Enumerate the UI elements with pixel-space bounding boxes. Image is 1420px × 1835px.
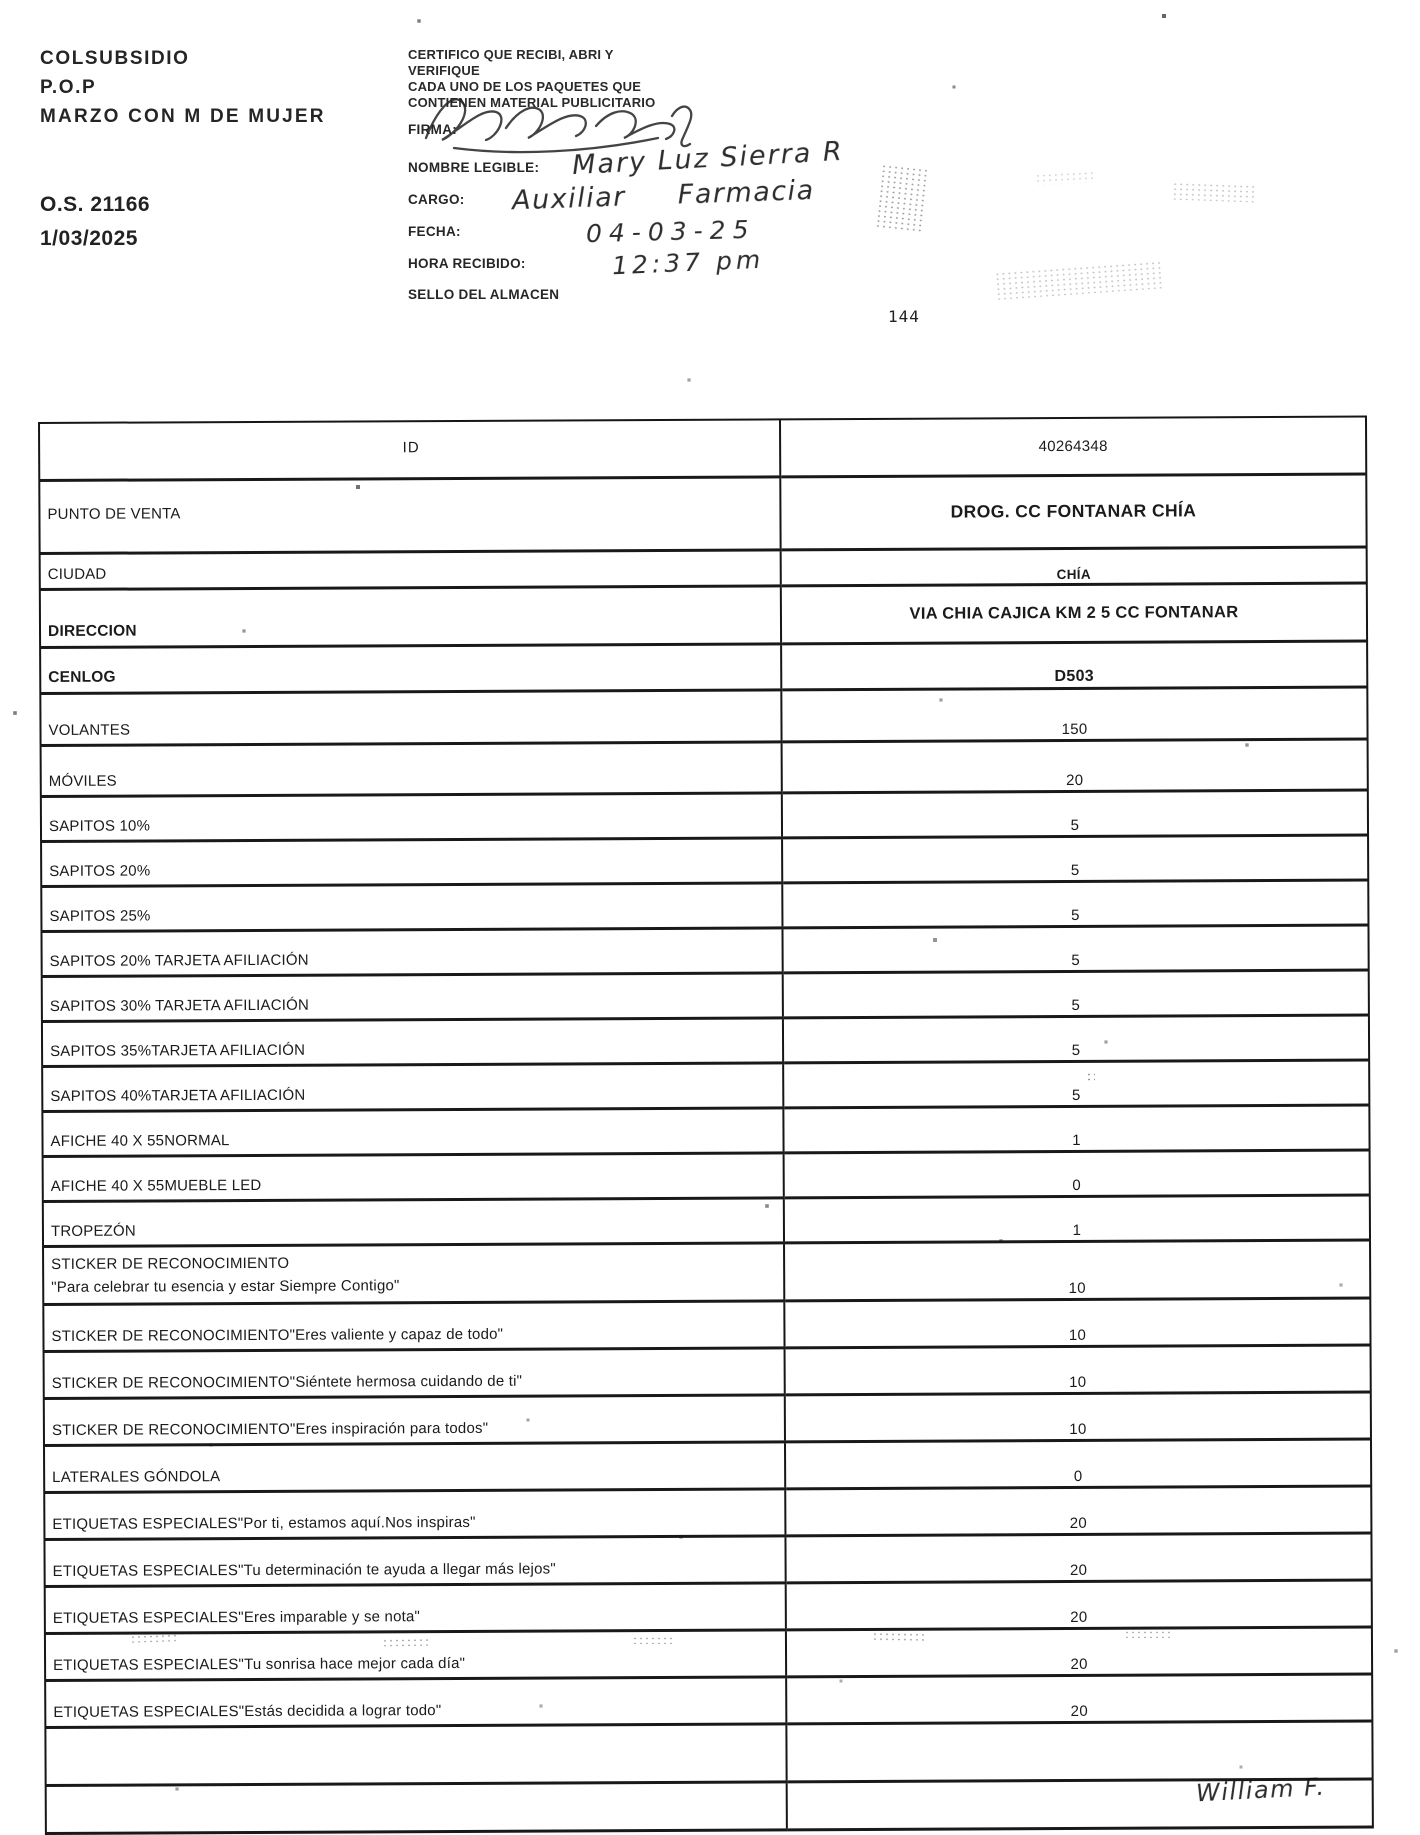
item-label: AFICHE 40 X 55MUEBLE LED — [50, 1176, 262, 1195]
item-quantity: 1 — [784, 1195, 1370, 1243]
certification-line: CERTIFICO QUE RECIBI, ABRI Y — [408, 47, 614, 62]
item-label: ETIQUETAS ESPECIALES"Estás decidida a lograr todo" — [53, 1702, 442, 1721]
item-label — [54, 1775, 782, 1779]
item-quantity: 5 — [783, 1015, 1369, 1063]
brand-line: COLSUBSIDIO — [40, 48, 190, 69]
item-label: STICKER DE RECONOCIMIENTO"Eres valiente y capaz de todo" — [51, 1325, 504, 1345]
table-row — [39, 417, 1366, 481]
table-row — [39, 474, 1366, 553]
firma-label: FIRMA: — [408, 122, 458, 137]
item-quantity — [786, 1721, 1372, 1782]
item-quantity: 20 — [786, 1627, 1372, 1677]
hora-recibido-label: HORA RECIBIDO: — [408, 256, 526, 271]
item-label: CIUDAD — [47, 565, 107, 583]
materials-table — [38, 416, 1374, 1835]
item-quantity: 5 — [783, 970, 1369, 1018]
table-row — [41, 739, 1368, 796]
item-quantity: 0 — [784, 1150, 1370, 1198]
item-label — [54, 1823, 782, 1827]
certification-line: CONTIENEN MATERIAL PUBLICITARIO — [408, 95, 656, 110]
item-sublabel: "Para celebrar tu esencia y estar Siempre Contigo" — [51, 1277, 400, 1296]
scan-noise — [0, 0, 2, 2]
table-row — [45, 1721, 1372, 1785]
item-label: AFICHE 40 X 55NORMAL — [50, 1132, 230, 1150]
table-row — [41, 880, 1368, 931]
fecha-handwritten: 04-03-25 — [585, 214, 756, 249]
item-quantity: VIA CHIA CAJICA KM 2 5 CC FONTANAR — [781, 583, 1367, 644]
item-quantity: 5 — [782, 925, 1368, 973]
table-row — [46, 1779, 1373, 1833]
certification-line: CADA UNO DE LOS PAQUETES QUE — [408, 79, 642, 94]
item-quantity: 0 — [785, 1439, 1371, 1489]
item-label: ETIQUETAS ESPECIALES"Eres imparable y se nota" — [52, 1608, 421, 1627]
materials-table-wrapper — [38, 416, 1374, 1835]
item-label: SAPITOS 20% TARJETA AFILIACIÓN — [49, 951, 309, 970]
page-number: 144 — [888, 307, 920, 326]
table-row — [45, 1627, 1372, 1680]
item-label: SAPITOS 20% — [49, 862, 151, 880]
item-label: VOLANTES — [48, 721, 131, 739]
order-date: 1/03/2025 — [40, 227, 138, 250]
table-row — [41, 790, 1368, 841]
letterhead — [40, 44, 326, 131]
item-label: SAPITOS 35%TARJETA AFILIACIÓN — [50, 1041, 306, 1060]
item-label: SAPITOS 25% — [49, 907, 151, 925]
item-quantity: 150 — [781, 687, 1367, 742]
table-row — [44, 1533, 1371, 1586]
item-label: ETIQUETAS ESPECIALES"Tu determinación te ayuda a llegar más lejos" — [52, 1560, 556, 1580]
stamp-smudge — [1172, 182, 1255, 203]
item-label: ETIQUETAS ESPECIALES"Por ti, estamos aquí.Nos inspiras" — [52, 1513, 476, 1533]
item-label: LATERALES GÓNDOLA — [52, 1468, 221, 1486]
item-quantity: 20 — [786, 1580, 1372, 1630]
order-number: O.S. 21166 — [40, 193, 151, 216]
item-quantity: CHÍA — [781, 547, 1367, 586]
table-row — [43, 1298, 1370, 1351]
item-quantity: DROG. CC FONTANAR CHÍA — [780, 474, 1366, 550]
nombre-legible-label: NOMBRE LEGIBLE: — [408, 160, 540, 175]
table-row — [43, 1240, 1370, 1304]
table-row — [40, 687, 1367, 745]
order-block — [40, 188, 150, 256]
certification-line: VERIFIQUE — [408, 63, 480, 78]
table-row — [43, 1195, 1370, 1246]
footer-signature: William F. — [1195, 1772, 1327, 1808]
item-label: STICKER DE RECONOCIMIENTO"Siéntete hermosa cuidando de ti" — [51, 1372, 523, 1392]
item-quantity: 5 — [783, 1060, 1369, 1108]
table-row — [40, 583, 1367, 647]
item-quantity: D503 — [781, 641, 1367, 690]
table-row — [42, 1015, 1369, 1066]
item-quantity: 10 — [785, 1345, 1371, 1395]
item-label: SAPITOS 30% TARJETA AFILIACIÓN — [49, 996, 310, 1015]
brand-line: P.O.P — [40, 77, 97, 98]
item-label: ID — [402, 438, 420, 456]
table-row — [44, 1486, 1371, 1539]
table-row — [43, 1150, 1370, 1201]
item-label: ETIQUETAS ESPECIALES"Tu sonrisa hace mejor cada día" — [53, 1654, 466, 1674]
hora-handwritten: 12:37 pm — [611, 244, 765, 281]
item-quantity: 10 — [785, 1392, 1371, 1442]
stamp-smudge — [875, 164, 931, 233]
item-label: TROPEZÓN — [50, 1222, 136, 1240]
item-label: STICKER DE RECONOCIMIENTO — [51, 1254, 290, 1273]
item-quantity: 10 — [784, 1240, 1370, 1301]
table-row — [45, 1674, 1372, 1727]
item-quantity: 20 — [785, 1486, 1371, 1536]
item-label: SAPITOS 10% — [48, 817, 151, 835]
item-label: STICKER DE RECONOCIMIENTO"Eres inspiración para todos" — [51, 1419, 489, 1439]
item-label: SAPITOS 40%TARJETA AFILIACIÓN — [50, 1086, 306, 1105]
table-row — [41, 835, 1368, 886]
table-row — [40, 641, 1367, 693]
item-quantity: 40264348 — [780, 417, 1366, 477]
item-label: DIRECCION — [47, 622, 137, 640]
stamp-smudge — [994, 260, 1166, 300]
item-quantity: 5 — [782, 790, 1368, 838]
item-quantity: 10 — [784, 1298, 1370, 1348]
table-row — [42, 970, 1369, 1021]
brand-line: MARZO CON M DE MUJER — [40, 106, 326, 127]
item-quantity: 20 — [786, 1674, 1372, 1724]
sello-almacen-label: SELLO DEL ALMACEN — [408, 287, 560, 302]
item-label: PUNTO DE VENTA — [47, 505, 181, 523]
stamp-smudge — [1035, 170, 1096, 185]
fecha-label: FECHA: — [408, 224, 461, 239]
table-row — [44, 1345, 1371, 1398]
nombre-legible-handwritten: Mary Luz Sierra R — [571, 135, 845, 182]
item-quantity: 20 — [785, 1533, 1371, 1583]
item-quantity: 5 — [782, 880, 1368, 928]
table-row — [42, 1060, 1369, 1111]
item-quantity: 5 — [782, 835, 1368, 883]
cargo-handwritten: Auxiliar Farmacia — [511, 174, 816, 217]
table-row — [41, 925, 1368, 976]
item-label: MÓVILES — [48, 772, 117, 790]
table-row — [44, 1439, 1371, 1492]
table-row — [44, 1392, 1371, 1445]
table-row — [42, 1105, 1369, 1156]
item-label: CENLOG — [48, 668, 116, 686]
item-quantity: 1 — [783, 1105, 1369, 1153]
cargo-label: CARGO: — [408, 192, 465, 207]
item-quantity: 20 — [782, 739, 1368, 793]
table-row — [45, 1580, 1372, 1633]
